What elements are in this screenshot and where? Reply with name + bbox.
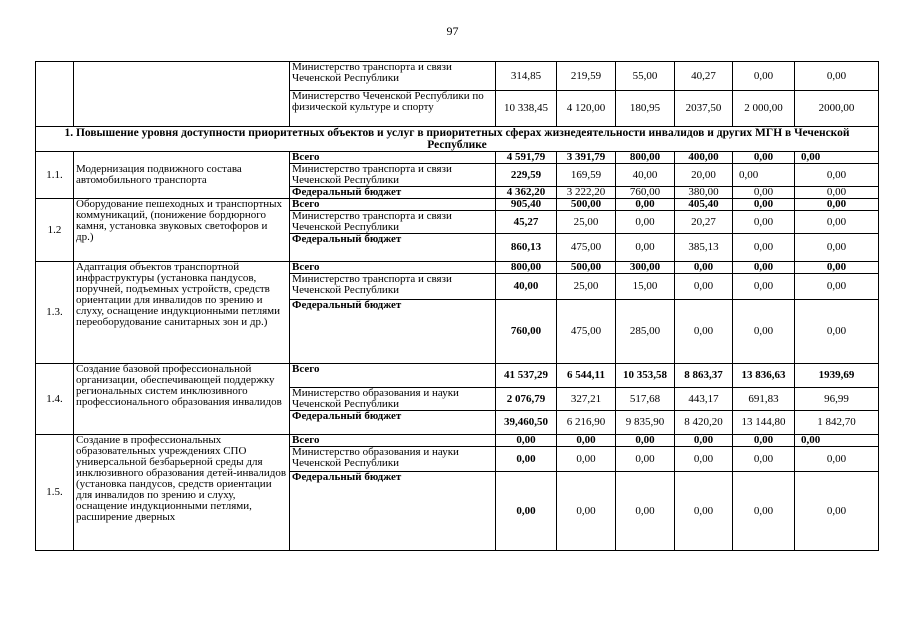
table-row [36, 262, 879, 274]
source-cell: Министерство образования и науки Чеченской Республики [290, 388, 496, 411]
value-cell: 0,00 [616, 435, 675, 447]
value-cell: 800,00 [496, 262, 557, 274]
value-cell: 15,00 [616, 274, 675, 300]
value-cell: 4 120,00 [557, 91, 616, 127]
value-cell: 0,00 [733, 300, 795, 364]
value-cell: 405,40 [675, 199, 733, 211]
source-cell: Федеральный бюджет [290, 300, 496, 364]
source-cell: Министерство Чеченской Республики по физической культуре и спорту [290, 91, 496, 127]
value-cell: 0,00 [733, 234, 795, 262]
value-cell: 180,95 [616, 91, 675, 127]
value-cell: 6 216,90 [557, 411, 616, 435]
item-number: 1.3. [36, 262, 74, 364]
table-row [36, 435, 879, 447]
source-cell: Министерство транспорта и связи Чеченской Республики [290, 274, 496, 300]
value-cell: 39,460,50 [496, 411, 557, 435]
value-cell: 517,68 [616, 388, 675, 411]
value-cell: 0,00 [733, 62, 795, 91]
value-cell: 3 391,79 [557, 152, 616, 164]
value-cell: 0,00 [733, 472, 795, 551]
value-cell: 691,83 [733, 388, 795, 411]
source-cell: Министерство транспорта и связи Чеченской Республики [290, 211, 496, 234]
value-cell: 500,00 [557, 262, 616, 274]
budget-table [35, 61, 879, 551]
value-cell: 0,00 [675, 300, 733, 364]
source-cell: Министерство образования и науки Чеченской Республики [290, 447, 496, 472]
value-cell: 475,00 [557, 300, 616, 364]
value-cell: 800,00 [616, 152, 675, 164]
value-cell: 0,00 [496, 447, 557, 472]
value-cell: 0,00 [795, 472, 879, 551]
source-cell: Всего [290, 199, 496, 211]
value-cell: 0,00 [733, 211, 795, 234]
table-row [36, 364, 879, 388]
value-cell: 0,00 [733, 435, 795, 447]
value-cell: 314,85 [496, 62, 557, 91]
item-name: Модернизация подвижного состава автомобильного транспорта [74, 152, 290, 199]
value-cell: 9 835,90 [616, 411, 675, 435]
value-cell: 1939,69 [795, 364, 879, 388]
value-cell: 0,00 [616, 234, 675, 262]
value-cell: 25,00 [557, 274, 616, 300]
item-number: 1.4. [36, 364, 74, 435]
value-cell: 0,00 [496, 472, 557, 551]
value-cell: 475,00 [557, 234, 616, 262]
value-cell: 0,00 [795, 234, 879, 262]
value-cell: 385,13 [675, 234, 733, 262]
source-cell: Федеральный бюджет [290, 234, 496, 262]
value-cell: 8 863,37 [675, 364, 733, 388]
value-cell: 2 076,79 [496, 388, 557, 411]
value-cell: 25,00 [557, 211, 616, 234]
value-cell: 41 537,29 [496, 364, 557, 388]
item-number: 1.1. [36, 152, 74, 199]
value-cell: 0,00 [557, 472, 616, 551]
value-cell: 0,00 [795, 164, 879, 187]
value-cell: 8 420,20 [675, 411, 733, 435]
value-cell: 10 338,45 [496, 91, 557, 127]
value-cell: 40,27 [675, 62, 733, 91]
value-cell: 285,00 [616, 300, 675, 364]
value-cell: 905,40 [496, 199, 557, 211]
value-cell: 45,27 [496, 211, 557, 234]
value-cell: 0,00 [733, 262, 795, 274]
item-name: Адаптация объектов транспортной инфраструктуры (установка пандусов, поручней, подъемных устройств, средств ориентации для инвалидов по зрению и слуху, оснащение индукционными петлями переоборудование санитарных зон и др.) [74, 262, 290, 364]
value-cell: 2037,50 [675, 91, 733, 127]
source-cell: Всего [290, 435, 496, 447]
source-cell: Федеральный бюджет [290, 187, 496, 199]
value-cell: 20,00 [675, 164, 733, 187]
value-cell: 327,21 [557, 388, 616, 411]
value-cell: 55,00 [616, 62, 675, 91]
value-cell: 0,00 [795, 152, 879, 164]
section-title: 1. Повышение уровня доступности приоритетных объектов и услуг в приоритетных сферах жизнедеятельности инвалидов и других МГН в Чеченской Республике [36, 127, 879, 152]
value-cell: 40,00 [496, 274, 557, 300]
value-cell: 0,00 [733, 187, 795, 199]
page-number: 97 [446, 24, 459, 38]
table-row [36, 62, 879, 91]
source-cell: Министерство транспорта и связи Чеченской Республики [290, 164, 496, 187]
value-cell: 0,00 [675, 435, 733, 447]
value-cell: 20,27 [675, 211, 733, 234]
value-cell: 0,00 [733, 199, 795, 211]
value-cell: 96,99 [795, 388, 879, 411]
table-body [36, 62, 879, 551]
value-cell: 0,00 [557, 435, 616, 447]
value-cell: 0,00 [795, 211, 879, 234]
table-row [36, 199, 879, 211]
value-cell: 0,00 [795, 447, 879, 472]
item-number: 1.5. [36, 435, 74, 551]
value-cell: 2000,00 [795, 91, 879, 127]
value-cell: 760,00 [496, 300, 557, 364]
value-cell: 0,00 [675, 262, 733, 274]
value-cell: 13 144,80 [733, 411, 795, 435]
value-cell: 3 222,20 [557, 187, 616, 199]
value-cell: 0,00 [675, 447, 733, 472]
value-cell: 380,00 [675, 187, 733, 199]
source-cell: Всего [290, 262, 496, 274]
value-cell: 10 353,58 [616, 364, 675, 388]
source-cell: Министерство транспорта и связи Чеченской Республики [290, 62, 496, 91]
item-name: Оборудование пешеходных и транспортных коммуникаций, (понижение бордюрного камня, установка звуковых светофоров и др.) [74, 199, 290, 262]
value-cell: 229,59 [496, 164, 557, 187]
source-cell: Федеральный бюджет [290, 472, 496, 551]
value-cell: 400,00 [675, 152, 733, 164]
value-cell: 6 544,11 [557, 364, 616, 388]
value-cell: 0,00 [616, 472, 675, 551]
section-row [36, 127, 879, 152]
value-cell: 860,13 [496, 234, 557, 262]
value-cell: 0,00 [795, 199, 879, 211]
source-cell: Всего [290, 152, 496, 164]
value-cell: 40,00 [616, 164, 675, 187]
value-cell: 0,00 [733, 164, 795, 187]
value-cell: 0,00 [675, 472, 733, 551]
value-cell: 219,59 [557, 62, 616, 91]
value-cell: 300,00 [616, 262, 675, 274]
value-cell: 0,00 [733, 152, 795, 164]
value-cell: 0,00 [616, 447, 675, 472]
value-cell: 0,00 [795, 187, 879, 199]
value-cell: 443,17 [675, 388, 733, 411]
value-cell: 0,00 [733, 447, 795, 472]
value-cell: 500,00 [557, 199, 616, 211]
value-cell: 0,00 [675, 274, 733, 300]
value-cell: 0,00 [557, 447, 616, 472]
value-cell: 0,00 [795, 435, 879, 447]
value-cell: 1 842,70 [795, 411, 879, 435]
value-cell: 0,00 [795, 300, 879, 364]
source-cell: Всего [290, 364, 496, 388]
value-cell: 0,00 [795, 274, 879, 300]
value-cell: 0,00 [795, 62, 879, 91]
value-cell: 13 836,63 [733, 364, 795, 388]
value-cell: 169,59 [557, 164, 616, 187]
item-name: Создание базовой профессиональной организации, обеспечивающей поддержку региональных систем инклюзивного профессионального образования инвалидов [74, 364, 290, 435]
value-cell: 760,00 [616, 187, 675, 199]
value-cell: 4 362,20 [496, 187, 557, 199]
value-cell: 0,00 [616, 211, 675, 234]
item-number: 1.2 [36, 199, 74, 262]
value-cell: 0,00 [795, 262, 879, 274]
table-row [36, 152, 879, 164]
value-cell: 4 591,79 [496, 152, 557, 164]
name-cell-empty [74, 62, 290, 127]
value-cell: 0,00 [616, 199, 675, 211]
value-cell: 2 000,00 [733, 91, 795, 127]
num-cell-empty [36, 62, 74, 127]
item-name: Создание в профессиональных образовательных учреждениях СПО универсальной безбарьерной среды для инклюзивного образования детей-инвалидов (установка пандусов, средств ориентации для инвалидов по зрению и слуху, оснащение индукционными петлями, расширение дверных [74, 435, 290, 551]
value-cell: 0,00 [733, 274, 795, 300]
source-cell: Федеральный бюджет [290, 411, 496, 435]
value-cell: 0,00 [496, 435, 557, 447]
